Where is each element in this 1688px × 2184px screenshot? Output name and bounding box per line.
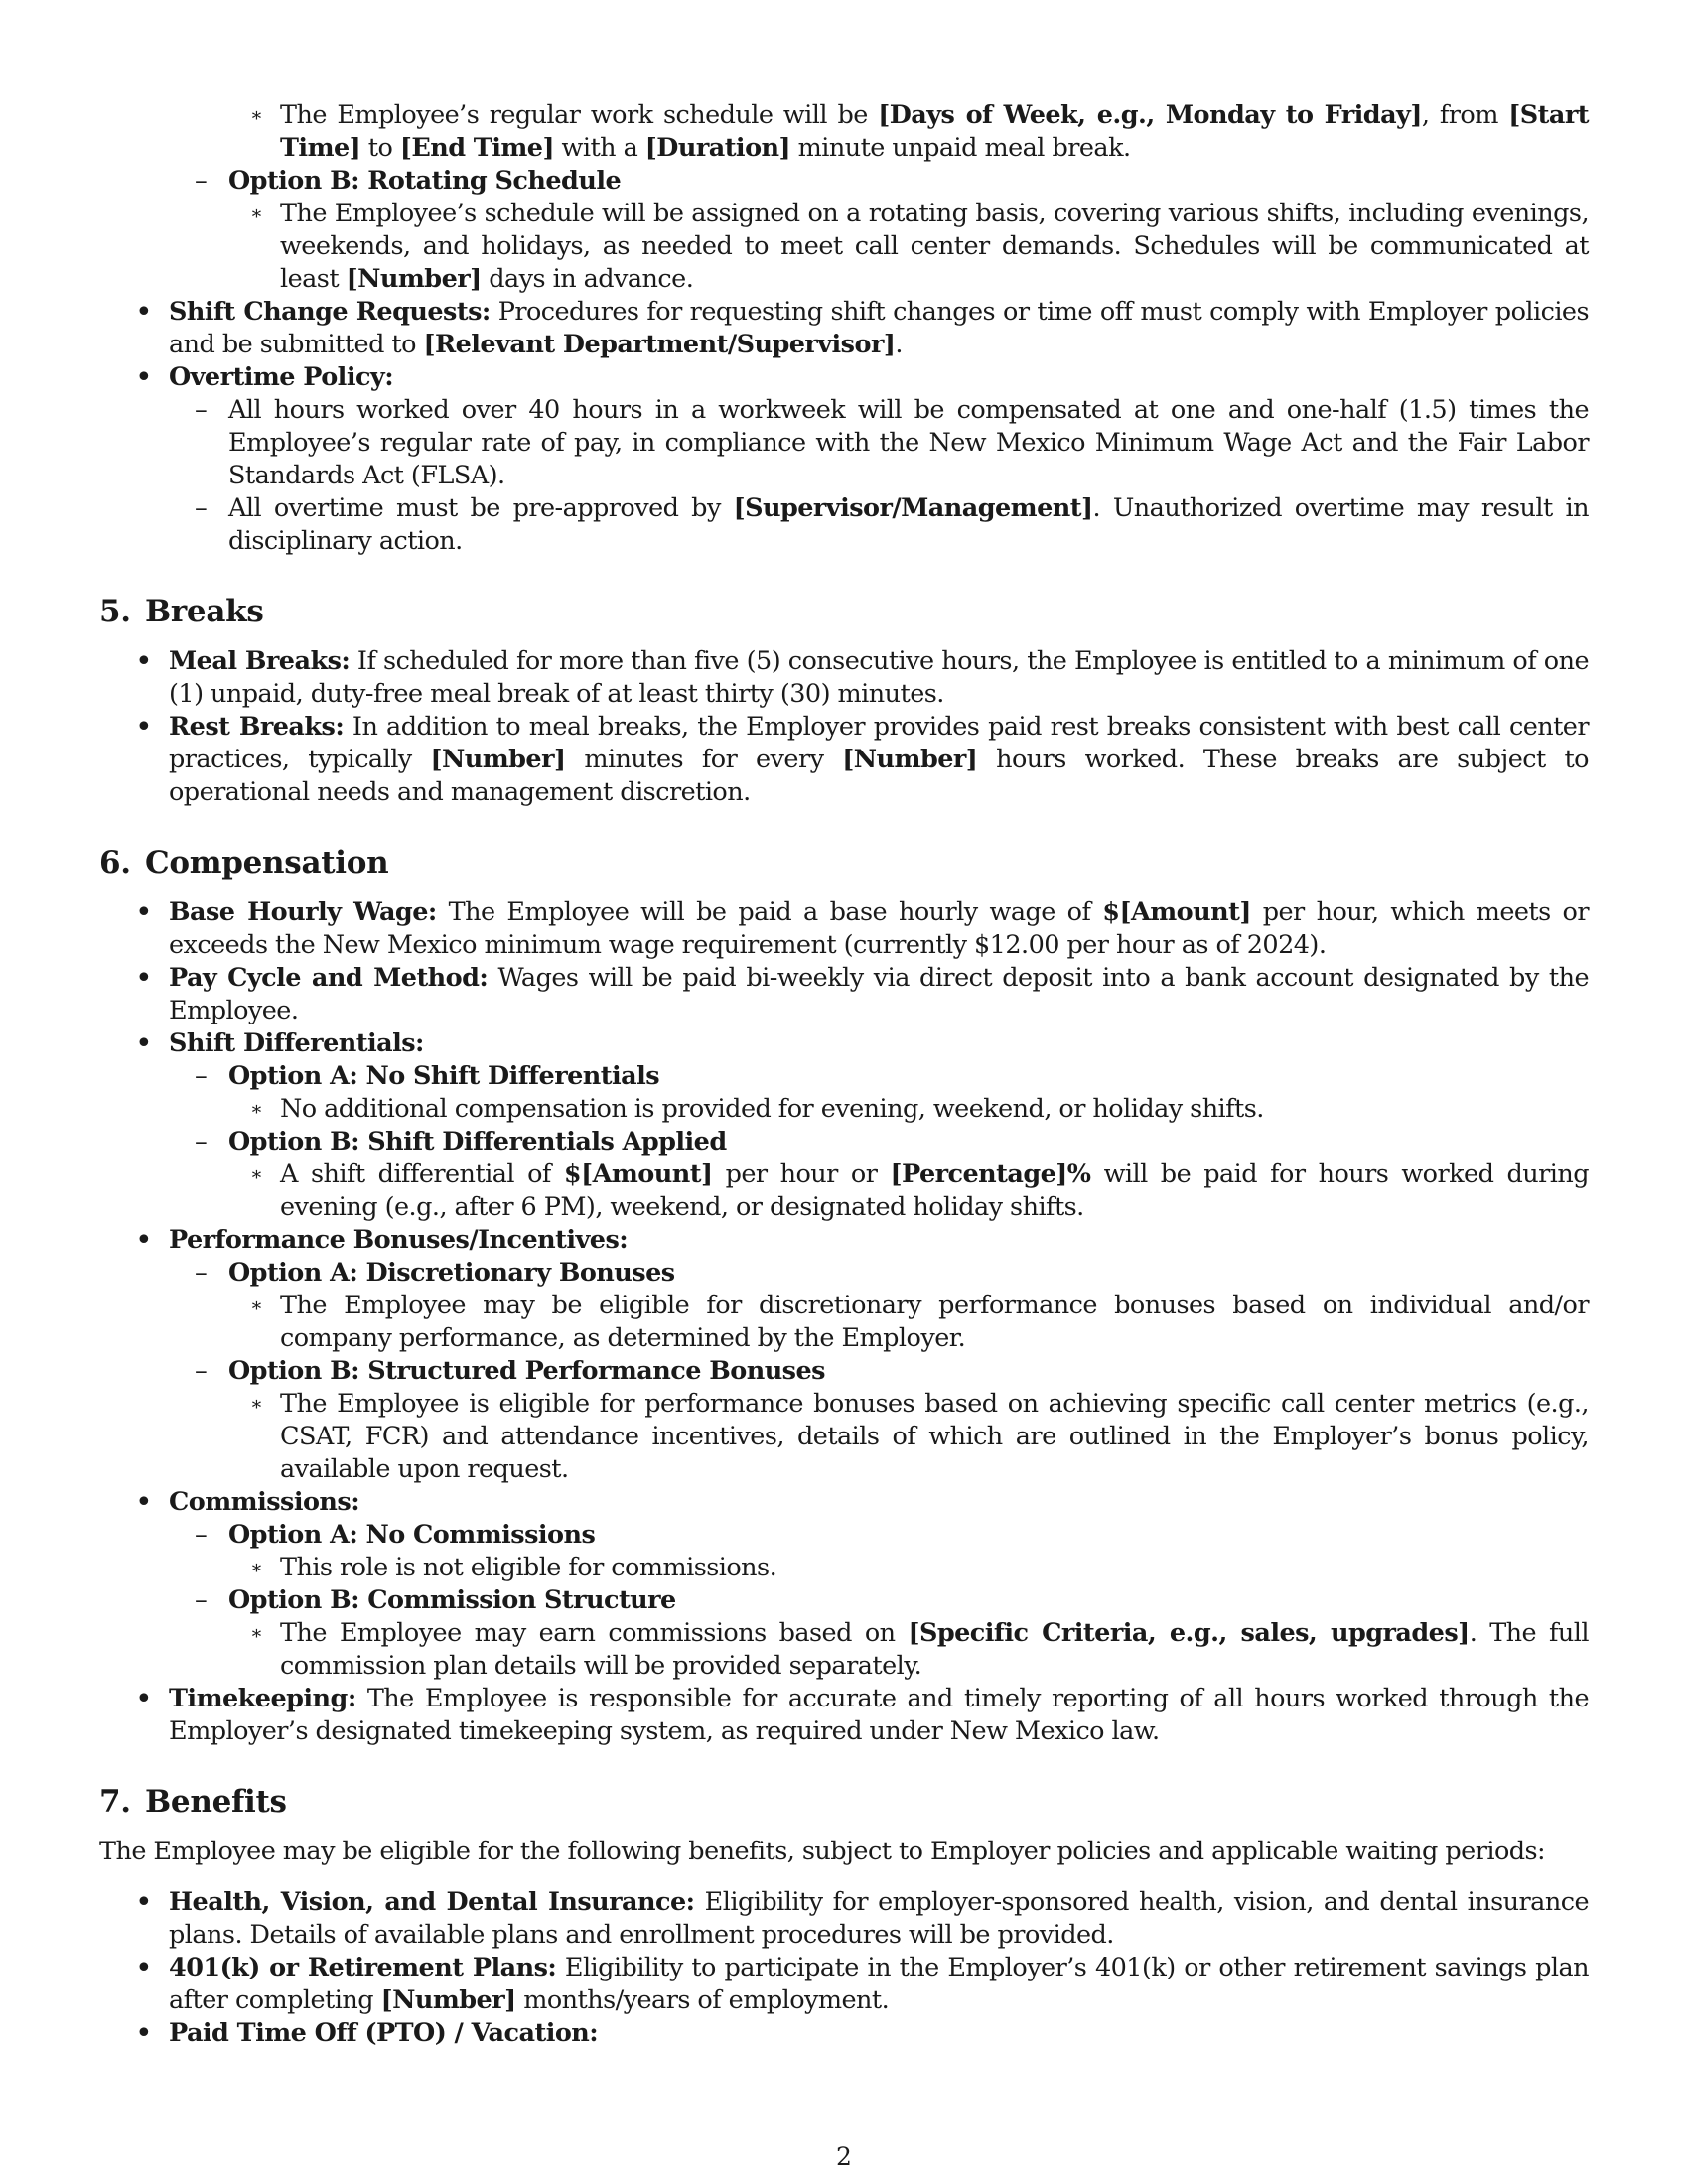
rotating-schedule-option: – Option B: Rotating Schedule — [195, 166, 622, 196]
dash-bullet: – — [195, 395, 208, 425]
performance-bonuses: • Performance Bonuses/Incentives: — [135, 1223, 629, 1258]
star-bullet: ∗ — [250, 203, 263, 224]
bullet: • — [135, 1682, 153, 1716]
dash-bullet: – — [195, 493, 208, 523]
bullet: • — [135, 1026, 153, 1061]
commissions: • Commissions: — [135, 1485, 360, 1520]
retirement-plans: • 401(k) or Retirement Plans: Eligibility to participate in the Employer’s 401(k) or other retirement savings plan after completing [Number] months/years of employment. — [135, 1951, 1589, 2015]
benefits-intro: The Employee may be eligible for the following benefits, subject to Employer policies and applicable waiting periods: — [99, 1837, 1546, 1866]
shift-diff-option-b: – Option B: Shift Differentials Applied — [195, 1127, 727, 1157]
overtime-policy: • Overtime Policy: — [135, 360, 394, 395]
commission-option-b-item: ∗ The Employee may earn commissions based on [Specific Criteria, e.g., sales, upgrades]. The full commission plan details will be provided separately. — [250, 1618, 1589, 1681]
bullet: • — [135, 1223, 153, 1258]
dash-bullet: – — [195, 1127, 208, 1157]
section-heading-benefits: 7. Benefits — [99, 1784, 287, 1820]
shift-differentials: • Shift Differentials: — [135, 1026, 424, 1061]
bullet: • — [135, 295, 153, 330]
bonus-option-a: – Option A: Discretionary Bonuses — [195, 1258, 675, 1288]
star-bullet: ∗ — [250, 1098, 263, 1120]
bullet: • — [135, 2016, 153, 2051]
commission-option-a-item: ∗ This role is not eligible for commissions. — [250, 1553, 777, 1582]
bullet: • — [135, 644, 153, 679]
dash-bullet: – — [195, 1585, 208, 1615]
bullet: • — [135, 710, 153, 745]
star-bullet: ∗ — [250, 1163, 263, 1185]
rotating-schedule-item: ∗ The Employee’s schedule will be assigned on a rotating basis, covering various shifts, including evenings, weekends, and holidays, as needed to meet call center demands. Schedules will be communicated at least [Number] days in advance. — [250, 199, 1589, 294]
overtime-item: – All overtime must be pre-approved by [Supervisor/Management]. Unauthorized overtime may result in disciplinary action. — [195, 493, 1589, 556]
health-insurance: • Health, Vision, and Dental Insurance: Eligibility for employer-sponsored health, vision, and dental insurance plans. Details of available plans and enrollment procedures will be provided. — [135, 1885, 1589, 1950]
star-bullet: ∗ — [250, 1393, 263, 1415]
meal-breaks: • Meal Breaks: If scheduled for more than five (5) consecutive hours, the Employee is entitled to a minimum of one (1) unpaid, duty-free meal break of at least thirty (30) minutes. — [135, 644, 1589, 709]
shift-diff-option-b-item: ∗ A shift differential of $[Amount] per hour or [Percentage]% will be paid for hours worked during evening (e.g., after 6 PM), weekend, or designated holiday shifts. — [250, 1160, 1589, 1222]
commission-option-b: – Option B: Commission Structure — [195, 1585, 676, 1615]
dash-bullet: – — [195, 1520, 208, 1550]
section-heading-compensation: 6. Compensation — [99, 845, 389, 881]
star-bullet: ∗ — [250, 1295, 263, 1316]
dash-bullet: – — [195, 1356, 208, 1386]
page-number: 2 — [836, 2142, 852, 2171]
paid-time-off: • Paid Time Off (PTO) / Vacation: — [135, 2016, 599, 2051]
bullet: • — [135, 1485, 153, 1520]
bonus-option-b-item: ∗ The Employee is eligible for performance bonuses based on achieving specific call center metrics (e.g., CSAT, FCR) and attendance incentives, details of which are outlined in the Employer’s bonus policy, available upon request. — [250, 1389, 1589, 1484]
bullet: • — [135, 1951, 153, 1985]
overtime-item: – All hours worked over 40 hours in a workweek will be compensated at one and one-half (1.5) times the Employee’s regular rate of pay, in compliance with the New Mexico Minimum Wage Act and the Fair Labor Standards Act (FLSA). — [195, 395, 1589, 490]
star-bullet: ∗ — [250, 1622, 263, 1644]
rest-breaks: • Rest Breaks: In addition to meal breaks, the Employer provides paid rest breaks consistent with best call center practices, typically [Number] minutes for every [Number] hours worked. These breaks are subject to operational needs and management discretion. — [135, 710, 1589, 807]
shift-diff-option-a-item: ∗ No additional compensation is provided for evening, weekend, or holiday shifts. — [250, 1094, 1264, 1124]
pay-cycle: • Pay Cycle and Method: Wages will be paid bi-weekly via direct deposit into a bank account designated by the Employee. — [135, 961, 1589, 1025]
timekeeping: • Timekeeping: The Employee is responsible for accurate and timely reporting of all hours worked through the Employer’s designated timekeeping system, as required under New Mexico law. — [135, 1682, 1589, 1746]
dash-bullet: – — [195, 1061, 208, 1091]
shift-diff-option-a: – Option A: No Shift Differentials — [195, 1061, 660, 1091]
shift-change-requests: • Shift Change Requests: Procedures for requesting shift changes or time off must comply with Employer policies and be submitted to [Relevant Department/Supervisor]. — [135, 295, 1589, 359]
star-bullet: ∗ — [250, 104, 263, 126]
star-bullet: ∗ — [250, 1557, 263, 1578]
commission-option-a: – Option A: No Commissions — [195, 1520, 596, 1550]
bonus-option-b: – Option B: Structured Performance Bonuses — [195, 1356, 825, 1386]
bullet: • — [135, 360, 153, 395]
bullet: • — [135, 895, 153, 930]
base-hourly-wage: • Base Hourly Wage: The Employee will be paid a base hourly wage of $[Amount] per hour, which meets or exceeds the New Mexico minimum wage requirement (currently $12.00 per hour as of 2024). — [135, 895, 1589, 960]
document-page — [99, 99, 1589, 2050]
bullet: • — [135, 961, 153, 996]
dash-bullet: – — [195, 166, 208, 196]
bonus-option-a-item: ∗ The Employee may be eligible for discretionary performance bonuses based on individual and/or company performance, as determined by the Employer. — [250, 1291, 1589, 1353]
dash-bullet: – — [195, 1258, 208, 1288]
fixed-schedule-item: ∗ The Employee’s regular work schedule will be [Days of Week, e.g., Monday to Friday], from [Start Time] to [End Time] with a [Duration] minute unpaid meal break. — [250, 100, 1589, 163]
section-heading-breaks: 5. Breaks — [99, 594, 264, 629]
bullet: • — [135, 1885, 153, 1920]
